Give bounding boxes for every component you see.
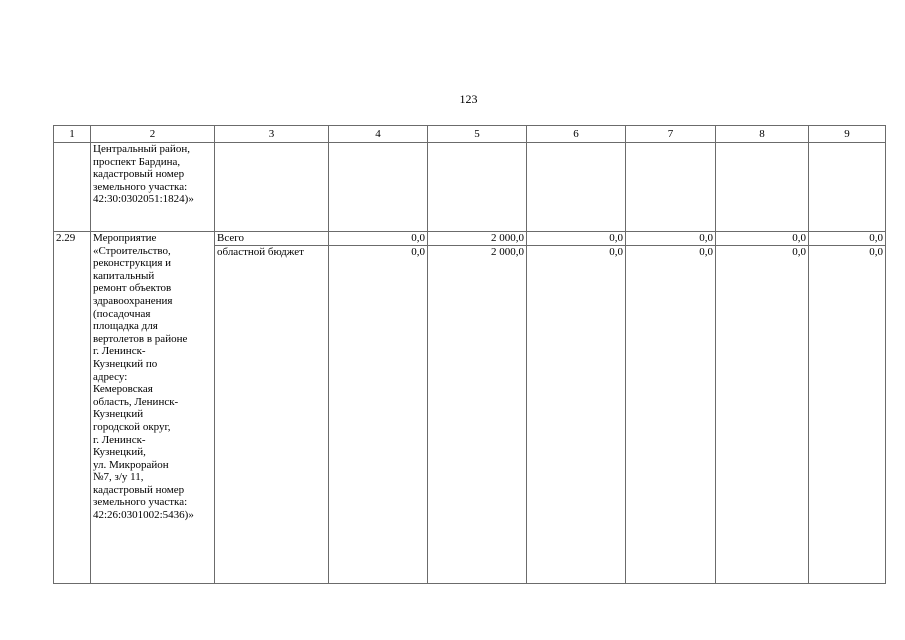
header-cell: 1 bbox=[54, 126, 91, 143]
header-cell: 9 bbox=[809, 126, 886, 143]
header-cell: 7 bbox=[626, 126, 716, 143]
value-cell: 0,0 bbox=[626, 245, 716, 583]
value-cell: 2 000,0 bbox=[428, 232, 527, 246]
value-cell: 0,0 bbox=[716, 245, 809, 583]
value-cell: 0,0 bbox=[809, 232, 886, 246]
value-cell: 0,0 bbox=[329, 245, 428, 583]
header-cell: 3 bbox=[215, 126, 329, 143]
value-cell: 0,0 bbox=[626, 232, 716, 246]
description-cell: Центральный район, проспект Бардина, кадастровый номер земельного участка: 42:30:0302051:1824)» bbox=[91, 143, 215, 232]
header-cell: 2 bbox=[91, 126, 215, 143]
header-cell: 4 bbox=[329, 126, 428, 143]
table-row bbox=[54, 143, 886, 232]
source-cell: областной бюджет bbox=[215, 245, 329, 583]
header-row bbox=[54, 126, 886, 143]
budget-table bbox=[53, 125, 886, 584]
value-cell: 2 000,0 bbox=[428, 245, 527, 583]
row-number-cell bbox=[54, 143, 91, 232]
header-cell: 5 bbox=[428, 126, 527, 143]
header-cell: 8 bbox=[716, 126, 809, 143]
value-cell: 0,0 bbox=[329, 232, 428, 246]
header-cell: 6 bbox=[527, 126, 626, 143]
value-cell: 0,0 bbox=[716, 232, 809, 246]
table-row bbox=[54, 232, 886, 246]
value-cell bbox=[329, 143, 428, 232]
value-cell: 0,0 bbox=[527, 245, 626, 583]
value-cell bbox=[716, 143, 809, 232]
source-cell: Всего bbox=[215, 232, 329, 246]
value-cell: 0,0 bbox=[809, 245, 886, 583]
value-cell bbox=[809, 143, 886, 232]
page-number: 123 bbox=[459, 92, 478, 106]
description-cell: Мероприятие «Строительство, реконструкция и капитальный ремонт объектов здравоохранения (посадочная площадка для вертолетов в районе г. Ленинск- Кузнецкий по адресу: Кемеровская область, Ленинск- Кузнецкий городской округ, г. Ленинск- Кузнецкий, ул. Микрорайон №7, з/у 11, кадастровый номер земельного участка: 42:26:0301002:5436)» bbox=[91, 232, 215, 584]
source-cell bbox=[215, 143, 329, 232]
row-number-cell: 2.29 bbox=[54, 232, 91, 584]
value-cell bbox=[428, 143, 527, 232]
value-cell bbox=[626, 143, 716, 232]
value-cell bbox=[527, 143, 626, 232]
value-cell: 0,0 bbox=[527, 232, 626, 246]
